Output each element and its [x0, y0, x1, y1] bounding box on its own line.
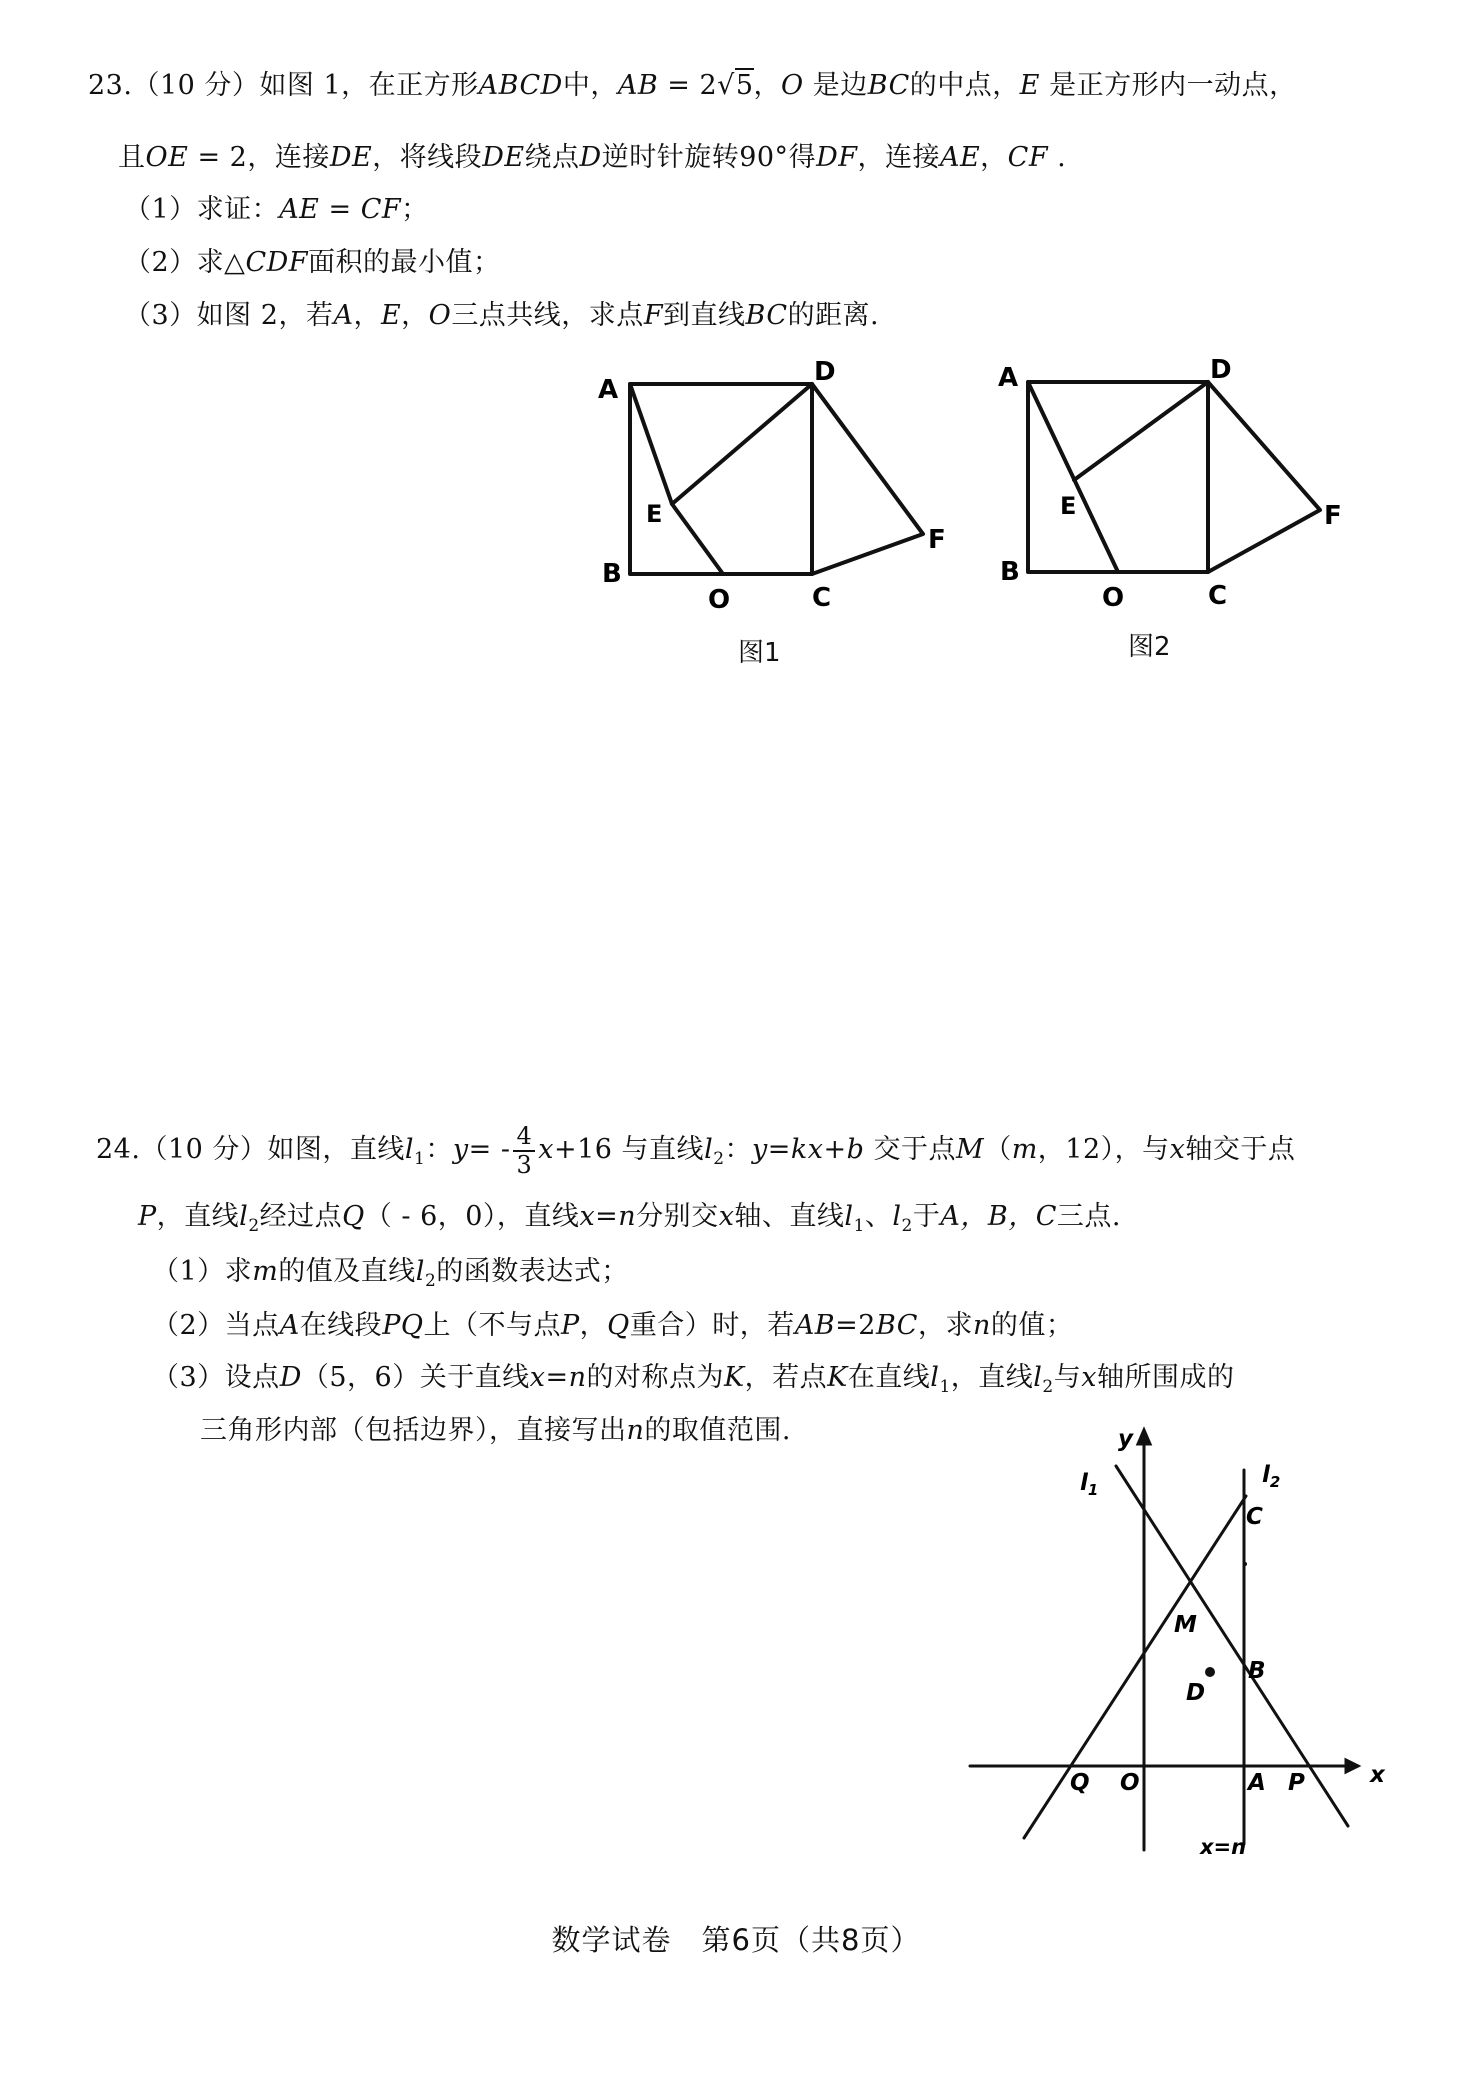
segment-eo: [672, 504, 723, 574]
label-l1: $l_1$: [1080, 1470, 1099, 1499]
q23-part-3: （3）如图 2，若A，E，O三点共线，求点F到直线BC的距离.: [124, 300, 880, 331]
q24-graph: [968, 1424, 1398, 1859]
label-m: M: [1174, 1612, 1197, 1638]
segment-dfc: [1208, 382, 1320, 572]
fig1-label-e: E: [646, 500, 663, 528]
q23-score: （10 分）: [132, 70, 260, 101]
q23-figure-1: [590, 357, 946, 622]
segment-ae: [630, 384, 672, 504]
label-l2: $l_2$: [1262, 1462, 1281, 1491]
fig1-label-f: F: [928, 525, 946, 555]
fraction-four-thirds: $\frac{4}{3}$: [513, 1123, 535, 1179]
fig1-label-d: D: [814, 357, 836, 387]
label-o: O: [1120, 1770, 1140, 1796]
fig1-label-c: C: [812, 583, 832, 613]
q24-line-1: 24.（10 分）如图，直线$l_1$：y= - $\frac{4}{3}$ x+16 与直线$l_2$：y=kx+b 交于点M（m，12），与x轴交于点: [96, 1121, 1296, 1179]
fig2-label-c: C: [1208, 581, 1228, 611]
segment-dfc: [812, 384, 923, 574]
label-a: A: [1248, 1770, 1266, 1796]
q23-line-1: 23.（10 分）如图 1，在正方形ABCD中，AB = 2√5，O 是边BC的中点，E 是正方形内一动点，: [88, 70, 1297, 101]
q24-line-2: P，直线$l_2$经过点Q（ - 6，0），直线x=n分别交x轴、直线$l_1$、$l_2$于A，B，C三点.: [138, 1201, 1121, 1236]
q24-part-3-cont: 三角形内部（包括边界），直接写出n的取值范围.: [200, 1415, 791, 1446]
q23-part-2: （2）求△CDF面积的最小值；: [124, 247, 501, 278]
page-footer: 数学试卷 第6页（共8页）: [551, 1923, 921, 1957]
label-y: y: [1118, 1426, 1133, 1452]
q23-figure-2: [990, 355, 1342, 622]
fig2-label-d: D: [1210, 355, 1232, 385]
fig1-caption: 图1: [738, 638, 781, 668]
fig2-label-e: E: [1060, 492, 1077, 520]
label-p: P: [1288, 1770, 1305, 1796]
segment-de: [672, 384, 812, 504]
x-axis-arrow: [1346, 1760, 1358, 1772]
segment-de: [1074, 382, 1208, 480]
square-abcd: [630, 384, 812, 574]
fig1-label-o: O: [708, 585, 731, 615]
q24-number: 24.: [96, 1134, 141, 1165]
label-b: B: [1248, 1658, 1266, 1684]
q24-part-3: （3）设点D（5，6）关于直线x=n的对称点为K，若点K在直线$l_1$，直线$l_2$与x轴所围成的: [152, 1362, 1235, 1397]
fig2-caption: 图2: [1128, 632, 1171, 662]
q23-number: 23.: [88, 70, 133, 101]
square-abcd: [1028, 382, 1208, 572]
point-d-dot: [1205, 1667, 1215, 1677]
label-d: D: [1186, 1680, 1206, 1706]
label-q: Q: [1070, 1770, 1090, 1796]
q24-part-1: （1）求m的值及直线$l_2$的函数表达式；: [152, 1256, 629, 1291]
tick-dot: [1243, 1562, 1247, 1566]
label-xn: x=n: [1200, 1835, 1247, 1859]
label-x: x: [1370, 1762, 1385, 1788]
y-axis-arrow: [1138, 1430, 1150, 1444]
fig1-label-a: A: [598, 375, 619, 405]
fig1-label-b: B: [602, 559, 622, 589]
fig2-label-a: A: [998, 363, 1019, 393]
q23-part-1: （1）求证：AE = CF；: [124, 194, 429, 225]
q24-part-2: （2）当点A在线段PQ上（不与点P，Q重合）时，若AB=2BC，求n的值；: [152, 1310, 1074, 1341]
q23-line-2: 且OE = 2，连接DE，将线段DE绕点D逆时针旋转90°得DF，连接AE，CF .: [118, 142, 1067, 173]
fig2-label-o: O: [1102, 583, 1125, 613]
fig2-label-f: F: [1324, 501, 1342, 531]
fig2-label-b: B: [1000, 557, 1020, 587]
label-c: C: [1246, 1504, 1263, 1530]
segment-aeo: [1028, 382, 1118, 572]
